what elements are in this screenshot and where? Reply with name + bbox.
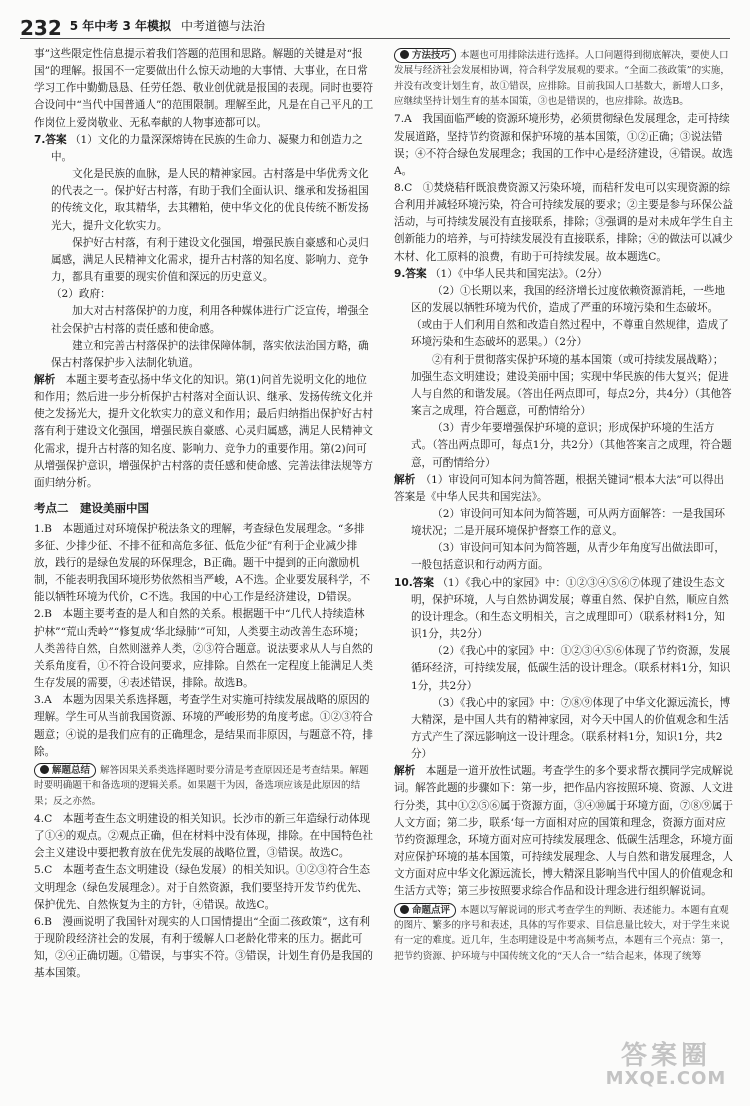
tip-badge: 方法技巧 bbox=[394, 48, 456, 63]
comment-badge: 命题点评 bbox=[394, 903, 456, 918]
section-heading: 考点二 建设美丽中国 bbox=[34, 501, 149, 516]
site-watermark: 答案圈 MXQE.COM bbox=[605, 1041, 727, 1090]
analysis-label: 解析 bbox=[394, 765, 416, 778]
answer-9-part3: （3）青少年要增强保护环境的意识；形成保护环境的生活方式。（答出两点即可，每点1分，共2分）（其他答案言之成理，符合题意，可酌情给分） bbox=[410, 422, 732, 469]
analysis-9-part2: （2）审设问可知本问为简答题，可从两方面解答：一是我国环境状况；二是开展环境保护督察工作的意义。 bbox=[410, 507, 725, 538]
pen-icon bbox=[400, 905, 409, 914]
answer-label: 9.答案 bbox=[394, 267, 427, 280]
tip-box: 方法技巧 本题也可用排除法进行选择。人口问题得到彻底解决，要使人口发展与经济社会发展相协调，符合科学发展观的要求。“全面二孩政策”的实施，并没有改变计划生育，故①错误，应排除。目前我国人口基数大，新增人口多，应继续坚持计划生育的基本国策，③也是错误的，也应排除。故选B。 bbox=[394, 50, 730, 108]
analysis-label: 解析 bbox=[394, 473, 416, 486]
tip-badge: 解题总结 bbox=[34, 763, 96, 778]
answer-10-part2: （2）《我心中的家园》中：①②③④⑤⑥体现了节约资源，发展循环经济，可持续发展，低碳生活的设计理念。（联系材料1分，知识1分，共2分） bbox=[410, 645, 731, 692]
answer-10-part3: （3）《我心中的家园》中：⑦⑧⑨体现了中华文化源远流长，博大精深，是中国人共有的精神家园，对今天中国人的价值观念和生活方式产生了深远影响这一设计理念。（联系材料1分，知识1分，共2分） bbox=[410, 696, 731, 761]
analysis-label: 解析 bbox=[34, 373, 56, 386]
answer-6: 6.B 漫画说明了我国针对现实的人口国情提出“全面二孩政策”，这有利于现阶段经济社会的发展，有利于缓解人口老龄化带来的压力。据此可知，②④正确切题。①错误，与事实不符。③错误，计划生育仍是我国的基本国策。 bbox=[34, 915, 373, 980]
answer-7-paragraph: 加大对古村落保护的力度，利用各种媒体进行广泛宣传，增强全社会保护古村落的责任感和使命感。 bbox=[50, 305, 369, 335]
answer-9-part1: 9.答案 （1）《中华人民共和国宪法》。（2分） bbox=[394, 267, 608, 280]
answer-9-part2b: ②有利于贯彻落实保护环境的基本国策（或可持续发展战略）；加强生态文明建设；建设美丽中国；实现中华民族的伟大复兴；促进人与自然的和谐发展。（答出任两点即可，每点2分，共4分）（其他答案言之成理，符合题意，可酌情给分） bbox=[410, 353, 732, 418]
key-icon bbox=[400, 50, 409, 59]
comment-box: 命题点评 本题以写解说词的形式考查学生的判断、表述能力。本题有直观的图片、繁多的序号和表述，具体的写作要求、目信息量比较大，对于学生来说有一定的难度。近几年，生态明建设是中考高频考点，本题有三个亮点：第一，把节约资源、护环境与中国传统文化的“天人合一”结合起来，体现了统筹 bbox=[394, 904, 730, 962]
answer-10-part1: 10.答案 （1）《我心中的家园》中：①②③④⑤⑥⑦体现了建设生态文明，保护环境，人与自然协调发展；尊重自然、保护自然，顺应自然的设计理念。（和生态文明相关，言之成理即可）（联系材料1分，知识1分，共2分） bbox=[394, 576, 729, 641]
answer-7-part1: 7.答案 （1）文化的力量深深熔铸在民族的生命力、凝聚力和创造力之中。 bbox=[34, 133, 363, 163]
page-number: 232 bbox=[20, 16, 62, 40]
analysis-7: 解析 本题主要考查弘扬中华文化的知识。第(1)问首先说明文化的地位和作用；然后进一步分析保护古村落对全面认识、继承、发扬传统文化并使之发扬光大，提升文化软实力的意义和作用；最后归纳指出保护好古村落有利于建设文化强国，增强民族自豪感、心灵归属感，满足人民精神文化需求，提升古村落的知名度、影响力、竞争力的重要作用。第(2)问可从增强保护意识，增强保护古村落的责任感和使命感、完善法律法规等方面归纳分析。 bbox=[34, 373, 373, 489]
answer-2: 2.B 本题主要考查的是人和自然的关系。根据题干中“几代人持续造林护林”“荒山秃岭”“修复成‘华北绿肺’”可知，人类要主动改善生态环境；人类善待自然，自然则滋养人类，②③符合题意。说法要求从人与自然的关系角度看，①不符合设问要求，应排除。自然在一定程度上能满足人类生存发展的需要，④表述错误，排除。故选B。 bbox=[34, 608, 373, 690]
answer-7-part2: （2）政府： bbox=[50, 288, 111, 301]
analysis-9: 解析 （1）审设问可知本问为简答题，根据关键词“根本大法”可以得出答案是《中华人民共和国宪法》。 bbox=[394, 473, 725, 503]
answer-4: 4.C 本题考查生态文明建设的相关知识。长沙市的新三年造绿行动体现了①④的观点。②观点正确，但在材料中没有体现，排除。在中国特色社会主义建设中要把教育放在优先发展的战略位置，③错误。故选C。 bbox=[34, 812, 373, 860]
tip-box: 解题总结 解答因果关系类选择题时要分清是考查原因还是考查结果。解题时要明确题干和备选项的逻辑关系。如果题干为因，备选项应该是此原因的结果；反之亦然。 bbox=[34, 764, 369, 807]
answer-3: 3.A 本题为因果关系选择题，考查学生对实施可持续发展战略的原因的理解。学生可从当前我国资源、环境的严峻形势的角度考虑。①②③符合题意；④说的是我们应有的正确理念，是结果而非原因，与题意不符，排除。 bbox=[34, 694, 373, 758]
answer-label: 7.答案 bbox=[34, 133, 67, 146]
analysis-10: 解析 本题是一道开放性试题。考查学生的多个要求帮衣撰同学完成解说词。解答此题的步骤如下：第一步，把作品内容按照环境、资源、人文进行分类，其中①②⑤⑥属于资源方面，③④⑩属于环境方面，⑦⑧⑨属于人文方面；第二步，联系‘每一方面相对应的国策和理念，资源方面对应节约资源理念，环境方面对应可持续发展理念、低碳生活理念，环境方面对应保护环境的基本国策，可持续发展理念、人与自然和谐发展理念，人文方面对应中华文化源远流长，博大精深且影响当代中国人的价值观念和生活方式等；第三步按照要求综合作品和设计理念进行组织解说词。 bbox=[394, 765, 733, 898]
answer-7-paragraph: 保护好古村落，有利于建设文化强国，增强民族自豪感和心灵归属感，满足人民精神文化需求，提升古村落的知名度、影响力、竞争力，都具有重要的现实价值和深远的历史意义。 bbox=[50, 236, 369, 284]
answer-7-paragraph: 建立和完善古村落保护的法律保障体制，落实依法治国方略，确保古村落保护步入法制化轨道。 bbox=[50, 339, 369, 369]
subject-title: 中考道德与法治 bbox=[180, 18, 265, 33]
book-title: 5 年中考 3 年模拟 bbox=[69, 18, 171, 33]
answer-7-paragraph: 文化是民族的血脉，是人民的精神家园。古村落是中华优秀文化的代表之一。保护好古村落，有助于我们全面认识、继承和发扬祖国的传统文化，取其精华，去其糟粕，使中华文化的优良传统不断发扬光大，提升文化软实力。 bbox=[50, 168, 369, 232]
bulb-icon bbox=[40, 765, 49, 774]
analysis-9-part3: （3）审设问可知本问为简答题，从青少年角度写出做法即可，一般包括意识和行动两方面。 bbox=[410, 542, 725, 572]
intro-paragraph: 事”这些限定性信息提示着我们答题的范围和思路。解题的关键是对“报国”的理解。报国不一定要做出什么惊天动地的大事情、大事业，在日常学习工作中勤勤恳恳、任劳任怨、敬业创优就是报国的表现。同时也要符合设问中“当代中国普通人”的范围限制。理解至此，凡是在自己平凡的工作岗位上爱岗敬业、无私奉献的人物事迹都可以。 bbox=[34, 48, 374, 129]
answer-5: 5.C 本题考查生态文明建设（绿色发展）的相关知识。①②③符合生态文明理念（绿色发展理念）。对于自然资源，我们要坚持开发节约优先、保护优先、自然恢复为主的方针，④错误。故选C。 bbox=[34, 864, 371, 911]
answer-7-right: 7.A 我国面临严峻的资源环境形势，必须贯彻绿色发展理念，走可持续发展道路，坚持节约资源和保护环境的基本国策，①②正确；③说法错误；④不符合绿色发展理念；我国的工作中心是经济建设，④错误。故选A。 bbox=[394, 113, 733, 177]
page-header bbox=[20, 8, 730, 39]
answer-label: 10.答案 bbox=[394, 576, 434, 589]
answer-8: 8.C ①焚烧秸秆既浪费资源又污染环境，而秸秆发电可以实现资源的综合利用并减轻环境污染，符合可持续发展的要求；②主要是参与环保公益活动，与可持续发展没有直接联系，排除；③强调的是对未成年学生自主创新能力的培养，与可持续发展没有直接联系，排除；④的做法可以减少木材、化工原料的浪费，有助于可持续发展。故本题选C。 bbox=[394, 182, 733, 263]
right-column bbox=[394, 46, 734, 966]
left-column bbox=[34, 46, 374, 982]
answer-9-part2: （2）①长期以来，我国的经济增长过度依赖资源消耗，一些地区的发展以牺牲环境为代价，造成了严重的环境污染和生态破坏。（或由于人们利用自然和改造自然过程中，不尊重自然规律，造成了环境污染和生态破坏的恶果。）（2分） bbox=[410, 284, 729, 349]
answer-1: 1.B 本题通过对环境保护税法条文的理解，考查绿色发展理念。“多排多征、少排少征、不排不征和高危多征、低危少征”有利于企业减少排放，践行的是绿色发展的环保理念，B正确。题干中提到的正向激励机制，不能表明我国环境形势依然相当严峻，A不选。企业要发展科学，不能以牺牲环境为代价，C不选。我国的中心工作是经济建设，D错误。 bbox=[34, 522, 371, 604]
